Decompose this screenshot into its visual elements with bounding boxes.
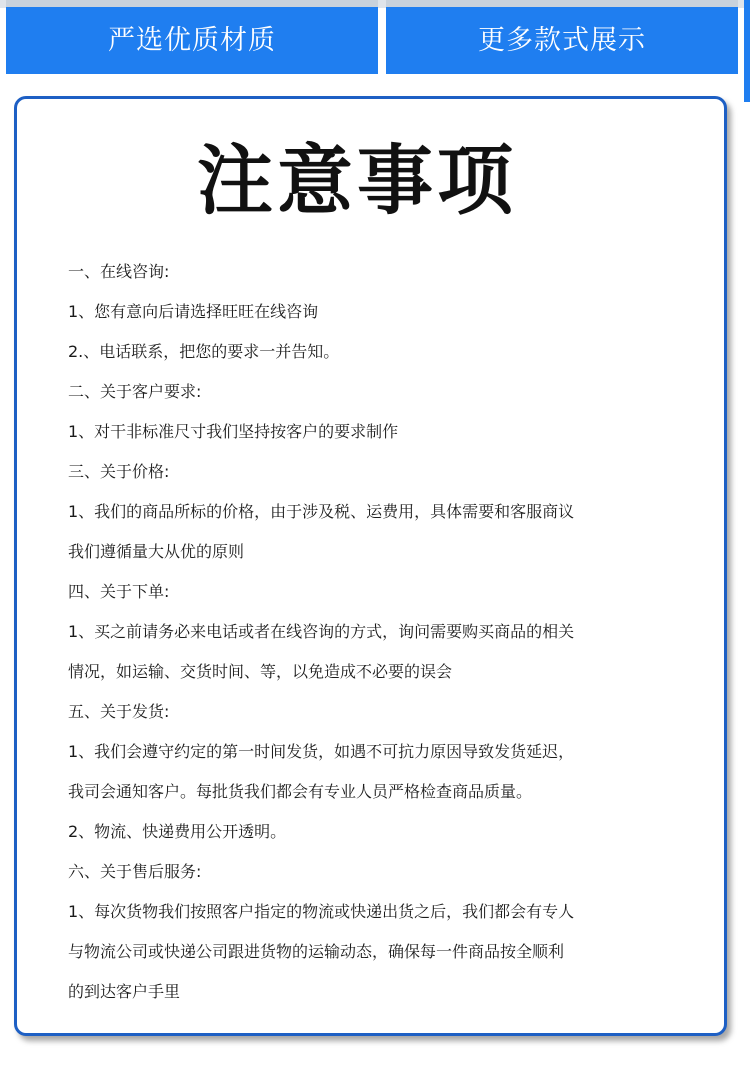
notice-line: 1、买之前请务必来电话或者在线咨询的方式，询问需要购买商品的相关 [68,622,575,641]
notice-title: 注意事项 [197,136,517,225]
notice-line: 2、物流、快递费用公开透明。 [68,822,287,841]
notice-line: 二、关于客户要求: [68,382,202,401]
notice-line: 1、对干非标准尺寸我们坚持按客户的要求制作 [68,422,399,441]
banner-more-styles[interactable] [386,0,738,74]
notice-line: 我们遵循量大从优的原则 [68,542,245,561]
notice-line: 四、关于下单: [68,582,170,601]
banner-edge-decoration [744,0,750,102]
notice-line: 2.、电话联系，把您的要求一并告知。 [68,342,340,361]
notice-line: 1、我们会遵守约定的第一时间发货，如遇不可抗力原因导致发货延迟， [68,742,575,761]
notice-line: 六、关于售后服务: [68,862,202,881]
notice-line: 1、每次货物我们按照客户指定的物流或快递出货之后，我们都会有专人 [68,902,575,921]
notice-text-block [68,258,708,1018]
notice-line: 的到达客户手里 [68,982,181,1001]
banner-left-label: 严选优质材质 [108,24,276,56]
notice-line: 我司会通知客户。每批货我们都会有专业人员严格检查商品质量。 [68,782,533,801]
banner-right-label: 更多款式展示 [478,24,646,56]
notice-line: 三、关于价格: [68,462,170,481]
notice-line: 五、关于发货: [68,702,170,721]
notice-line: 与物流公司或快递公司跟进货物的运输动态，确保每一件商品按全顺利 [68,942,565,961]
notice-line: 1、您有意向后请选择旺旺在线咨询 [68,302,319,321]
banner-quality-materials[interactable] [6,0,378,74]
notice-line: 情况，如运输、交货时间、等，以免造成不必要的误会 [68,662,453,681]
notice-line: 一、在线咨询: [68,262,170,281]
notice-line: 1、我们的商品所标的价格，由于涉及税、运费用，具体需要和客服商议 [68,502,575,521]
